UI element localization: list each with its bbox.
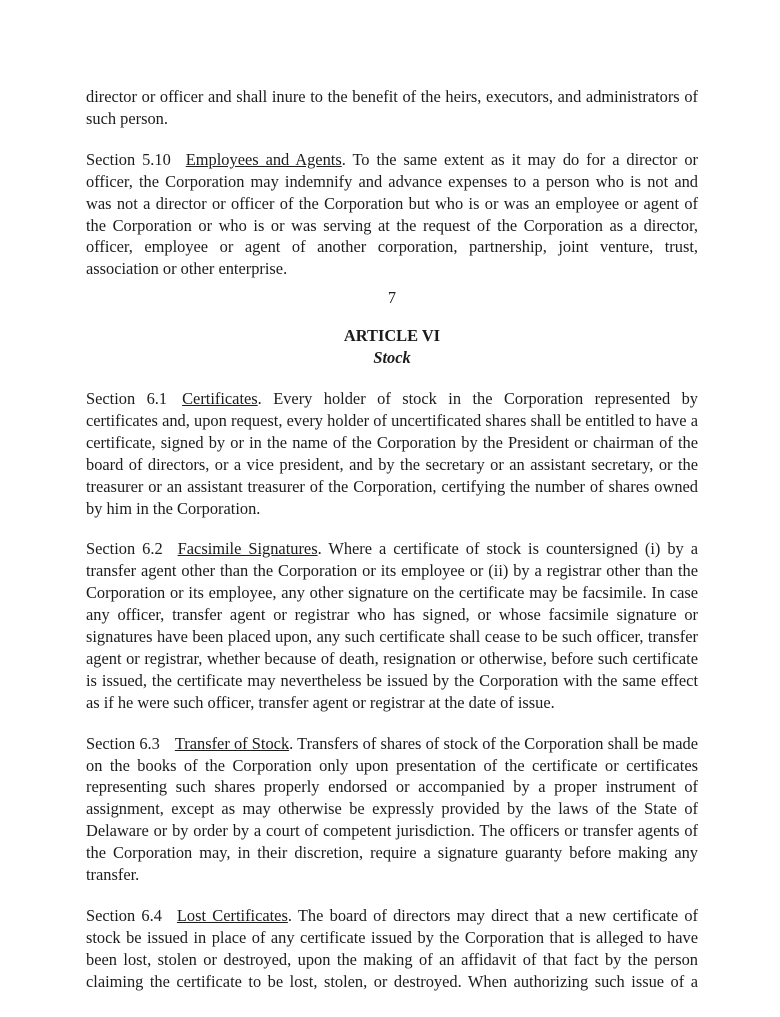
section-5-10-title: Employees and Agents bbox=[185, 149, 342, 169]
section-6-3-title: Transfer of Stock bbox=[174, 733, 290, 753]
paragraph-section-6-1 bbox=[86, 388, 698, 519]
section-5-10-label: Section 5.10 bbox=[86, 149, 171, 169]
document-content bbox=[86, 86, 698, 993]
paragraph-section-6-2 bbox=[86, 538, 698, 713]
paragraph-section-5-10 bbox=[86, 149, 698, 280]
section-6-2-body: . Where a certificate of stock is countersigned (i) by a transfer agent other than the Corporation or its employee or (ii) by a registrar other than the Corporation or its employee, any other signature on the certificate may be facsimile. In case any officer, transfer agent or registrar who has signed, or whose facsimile signature or signatures have been placed upon, any such certificate shall cease to be such officer, transfer agent or registrar, whether because of death, resignation or otherwise, before such certificate is issued, the certificate may nevertheless be issued by the Corporation with the same effect as if he were such officer, transfer agent or registrar at the date of issue. bbox=[86, 539, 699, 712]
section-6-4-title: Lost Certificates bbox=[176, 906, 288, 925]
article-subheading: Stock bbox=[373, 348, 411, 368]
section-6-2-title: Facsimile Signatures bbox=[177, 539, 318, 559]
page-number: 7 bbox=[387, 288, 397, 308]
section-6-4-body: . The board of directors may direct that a new certificate of stock be issued in place of any certificate issued by the Corporation that is alleged to have been lost, stolen or destroyed, upon the making of an affidavit of that fact by the person claiming the certificate to be lost, stolen, or destroyed. When authorizing such issue of a bbox=[86, 906, 699, 991]
paragraph-section-6-4 bbox=[86, 905, 698, 993]
article-heading: ARTICLE VI bbox=[343, 326, 441, 346]
paragraph-section-6-3 bbox=[86, 733, 698, 886]
section-5-10-body: . To the same extent as it may do for a director or officer, the Corporation may indemnify and advance expenses to a person who is not and was not a director or officer of the Corporation but who is or was an employee or agent of the Corporation or who is or was serving at the request of the Corporation as a director, officer, employee or agent of another corporation, partnership, joint venture, trust, association or other enterprise. bbox=[86, 149, 698, 279]
section-6-4-label: Section 6.4 bbox=[86, 906, 162, 925]
section-6-1-label: Section 6.1 bbox=[86, 388, 168, 408]
section-6-1-title: Certificates bbox=[182, 388, 258, 408]
section-6-2-label: Section 6.2 bbox=[86, 539, 163, 559]
section-6-3-label: Section 6.3 bbox=[86, 733, 160, 753]
paragraph-continuation: director or officer and shall inure to the benefit of the heirs, executors, and administrators of such person. bbox=[86, 87, 698, 128]
section-6-1-body: . Every holder of stock in the Corporation represented by certificates and, upon request, every holder of uncertificated shares shall be entitled to have a certificate, signed by or in the name of the Corporation by the President or chairman of the board of directors, or a vice president, and by the secretary or an assistant secretary, or the treasurer or an assistant treasurer of the Corporation, certifying the number of shares owned by him in the Corporation. bbox=[86, 388, 698, 518]
section-6-3-body: . Transfers of shares of stock of the Corporation shall be made on the books of the Corporation only upon presentation of the certificate or certificates representing such shares properly endorsed or accompanied by a proper instrument of assignment, except as may otherwise be expressly provided by the laws of the State of Delaware or by order by a court of competent jurisdiction. The officers or transfer agents of the Corporation may, in their discretion, require a signature guaranty before making any transfer. bbox=[86, 733, 698, 885]
